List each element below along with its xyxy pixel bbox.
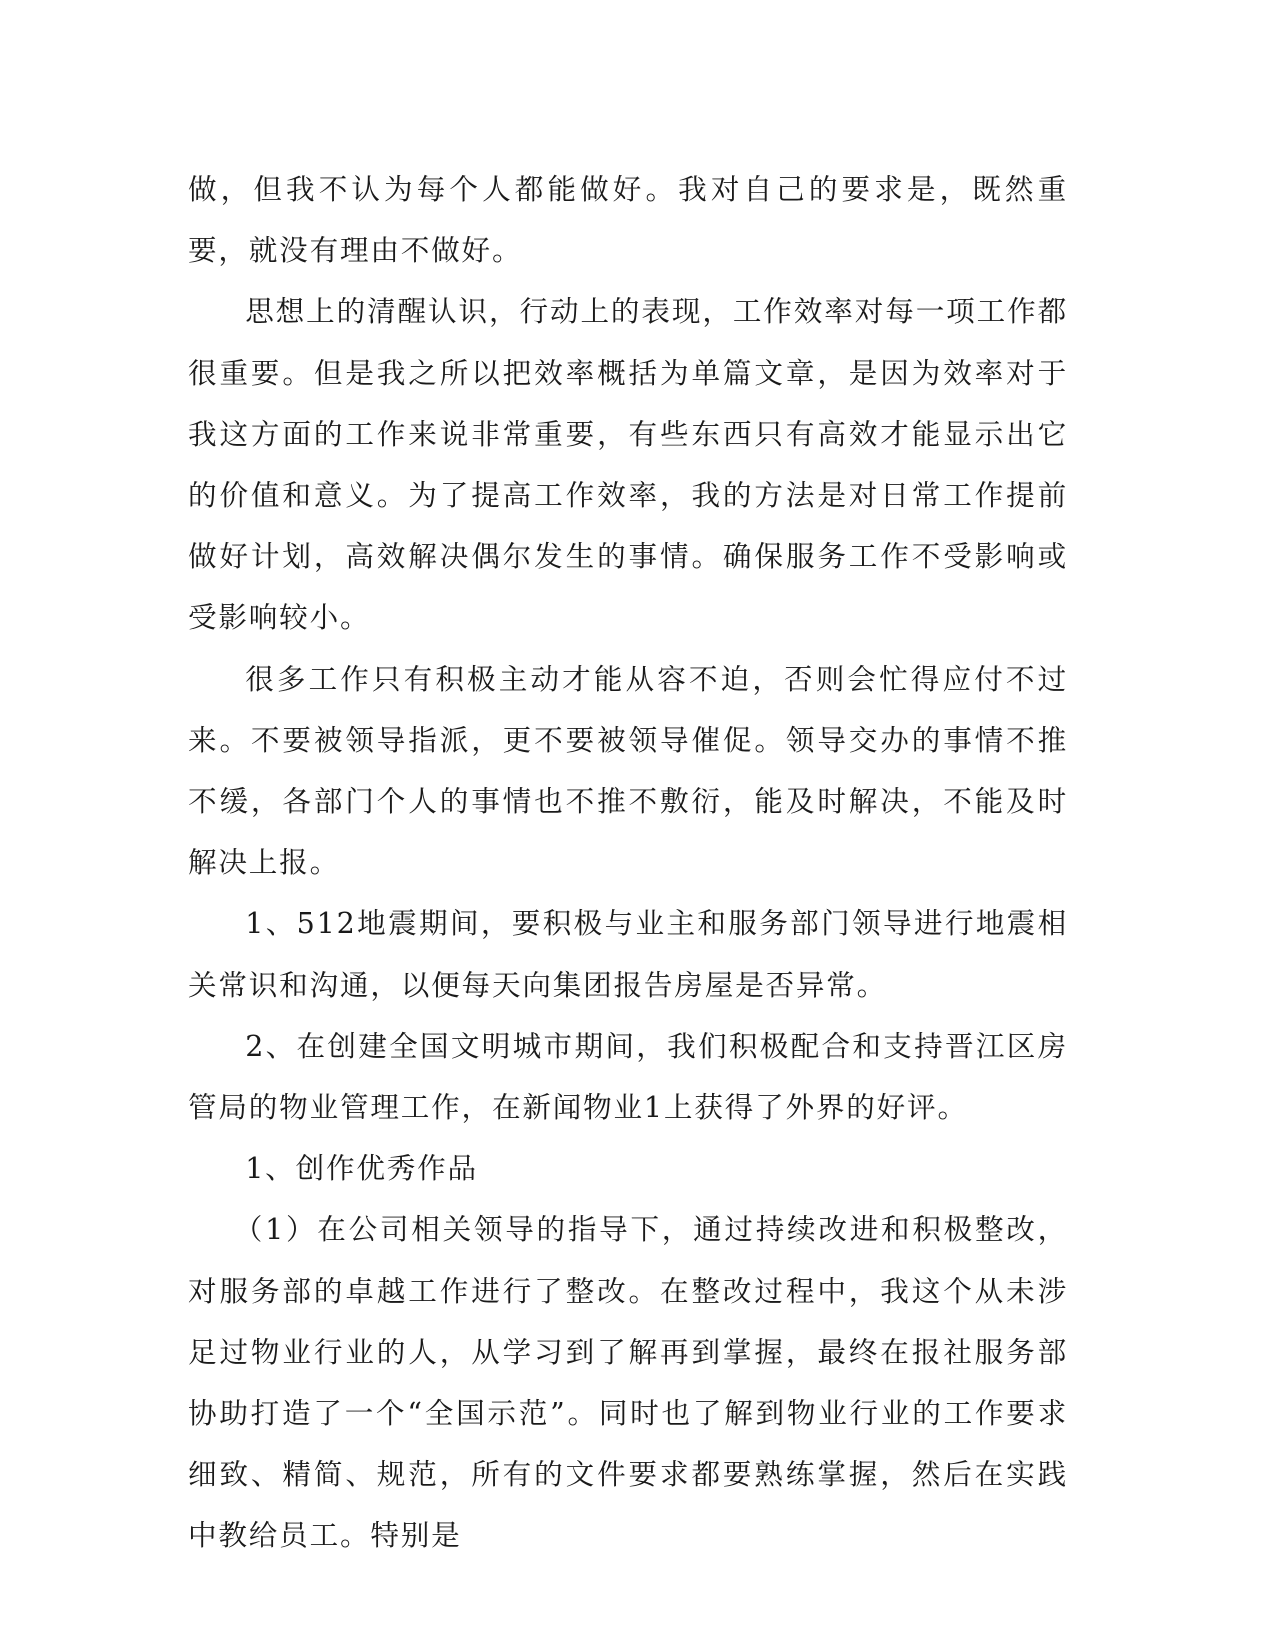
paragraph-earthquake: 1、512地震期间，要积极与业主和服务部门领导进行地震相关常识和沟通，以便每天向集团报告房屋是否异常。 [188,906,1068,1002]
paragraph-initiative: 很多工作只有积极主动才能从容不迫，否则会忙得应付不过来。不要被领导指派，更不要被领导催促。领导交办的事情不推不缓，各部门个人的事情也不推不敷衍，能及时解决，不能及时解决上报。 [188,661,1068,880]
document-body [188,159,1068,1567]
section-heading-excellent-works: 1、创作优秀作品 [245,1151,478,1186]
paragraph-efficiency: 思想上的清醒认识，行动上的表现，工作效率对每一项工作都很重要。但是我之所以把效率概括为单篇文章，是因为效率对于我这方面的工作来说非常重要，有些东西只有高效才能显示出它的价值和意义。为了提高工作效率，我的方法是对日常工作提前做好计划，高效解决偶尔发生的事情。确保服务工作不受影响或受影响较小。 [188,294,1068,635]
paragraph-continuation: 做，但我不认为每个人都能做好。我对自己的要求是，既然重要，就没有理由不做好。 [188,172,1068,268]
paragraph-civilized-city: 2、在创建全国文明城市期间，我们积极配合和支持晋江区房管局的物业管理工作，在新闻物业1上获得了外界的好评。 [188,1028,1068,1125]
paragraph-rectification: （1）在公司相关领导的指导下，通过持续改进和积极整改，对服务部的卓越工作进行了整改。在整改过程中，我这个从未涉足过物业行业的人，从学习到了解再到掌握，最终在报社服务部协助打造了一个“全国示范”。同时也了解到物业行业的工作要求细致、精简、规范，所有的文件要求都要熟练掌握，然后在实践中教给员工。特别是 [188,1212,1068,1553]
